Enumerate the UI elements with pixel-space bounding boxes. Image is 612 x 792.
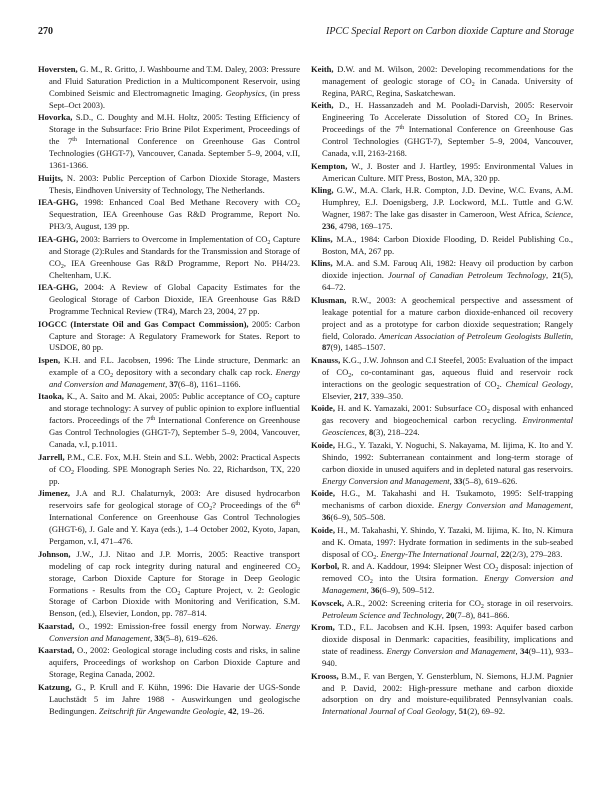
reference-text: , [515,646,521,657]
reference-entry [311,525,573,561]
reference-author: Knauss, [311,355,341,366]
reference-entry [38,621,300,645]
reference-text: M.A. and S.M. Farouq Ali, 1982: Heavy oil production by carbon dioxide injection. [322,258,573,281]
reference-text: T.D., F.L. Jacobsen and K.H. Ipsen, 1993: Aquifer based carbon dioxide disposal in Denmark: capacities, feasibility, implications and state of readiness. [322,622,573,657]
reference-text: disposal: injection of removed CO [322,561,573,584]
reference-text: Science [544,209,571,220]
reference-text: . [376,548,381,559]
reference-text: 1998: Enhanced Coal Bed Methane Recovery with CO [78,197,297,208]
references-right-column [311,64,573,719]
reference-text: Energy-The International Journal [380,548,497,559]
reference-text: th [295,501,300,508]
reference-text: 2 [495,567,499,574]
reference-entry [311,64,573,100]
reference-entry [311,488,573,524]
reference-text: 33 [453,475,463,486]
reference-text: , IEA Greenhouse Gas R&D Programme, Report No. PH4/23. Cheltenham, U.K. [49,257,300,280]
reference-text: K.H. and F.L. Jacobsen, 1996: The Linde structure, Denmark: an example of a CO [49,355,300,377]
reference-text: Geophysics [225,87,265,98]
reference-author: Jimenez, [38,488,71,499]
reference-text: International Conference on Greenhouse Gas Control Technologies (GHGT-6), J. Gale and Y. Kaya (eds.), 1–4 October 2002, Kyoto, Japan, Pergamon, v.I, 471–476. [49,512,300,547]
reference-text: O., 2002: Geological storage including costs and risks, in saline aquifers, Proceedings of workshop on Carbon Dioxide Capture and Storage, Regina Canada, 2002. [49,645,300,680]
reference-text: Energy Conversion and Management [322,475,450,486]
reference-author: Hovorka, [38,112,73,123]
reference-entry [38,234,300,282]
reference-entry [311,295,573,355]
reference-text: H., M. Takahashi, Y. Shindo, Y. Tazaki, M. Iijima, K. Ito, N. Kimura and K. Omata, 1997: Hydrate formation in sediments in the sub-seabed disposal of CO [322,524,573,559]
reference-text: O., 1992: Emission-free fossil energy from Norway. [74,620,276,631]
reference-text: 2003: Barriers to Overcome in Implementation of CO [78,233,268,244]
reference-entry [311,234,573,258]
reference-text: G.W., M.A. Clark, H.R. Compton, J.D. Devine, W.C. Evans, A.M. Humphrey, E.J. Doenigsberg, J.P. Lockword, M.L. Tuttle and G.W. Wagner, 1987: The lake gas disaster in Cameroon, West Africa, [322,185,573,220]
reference-entry [38,452,300,488]
reference-text: Energy and Conversion and Management [49,366,300,389]
reference-author: Kovscek, [311,597,344,608]
reference-entry [38,549,300,621]
reference-text: Capture Project, v. 2: Geologic Storage of Carbon Dioxide with Monitoring and Verification, S.M. Benson, (ed.), Elsevier, London, pp. 787–814. [49,584,300,619]
page-number: 270 [38,26,53,37]
reference-text: 2 [486,409,490,416]
reference-text: 2 [269,397,273,404]
reference-text: (9), 1485–1507. [330,342,386,353]
reference-text: 2 [369,579,373,586]
reference-entry [311,622,573,670]
reference-text: in Canada. University of Regina, PARC, Regina, Saskatchewan. [322,75,573,98]
reference-text: 2 [496,384,500,391]
reference-author: Kempton, [311,160,348,171]
running-title: IPCC Special Report on Carbon dioxide Capture and Storage [326,26,574,37]
reference-text: 34 [520,646,529,657]
reference-entry [38,112,300,172]
reference-author: Korbol, [311,561,340,572]
reference-author: Katzung, [38,681,72,692]
reference-author: IEA-GHG, [38,282,79,293]
reference-author: IOGCC (Interstate Oil and Gas Compact Commission), [38,318,249,329]
reference-text: Energy Conversion and Management [49,620,300,643]
page-header [38,26,574,40]
reference-text: 2 [480,603,484,610]
reference-entry [38,319,300,355]
reference-author: Krooss, [311,670,339,681]
reference-author: Huijts, [38,172,63,183]
reference-text: International Conference on Greenhouse Gas Control Technologies (GHGT-7), September 5–9, 2004, Vancouver, Canada, v.I, p.1011. [49,415,300,450]
reference-text: J.A and R.J. Chalaturnyk, 2003: Are disused hydrocarbon reservoirs safe for geological storage of CO [49,488,300,511]
reference-entry [38,197,300,233]
reference-text: 2 [60,263,64,270]
reference-text: 36 [322,512,331,523]
reference-entry [311,185,573,233]
reference-text: D.W. and M. Wilson, 2002: Developing recommendations for the management of geologic storage of CO [322,64,573,86]
reference-text: into the Utsira formation. [372,573,485,584]
reference-author: Keith, [311,64,334,74]
reference-text: American Association of Petroleum Geologists Bulletin [379,330,571,341]
reference-author: Itaoka, [38,391,64,402]
reference-text: 2 [348,372,352,379]
reference-text: , (in press Sept–Oct 2003). [49,87,300,110]
reference-text: S.D., C. Doughty and M.H. Holtz, 2005: Testing Efficiency of Storage in the Subsurface: Frio Brine Pilot Experiment, Proceedings of the 7 [49,112,300,147]
reference-text: K.G., J.W. Johnson and C.I Steefel, 2005: Evaluation of the impact of CO [322,355,573,377]
reference-entry [38,355,300,391]
reference-text: H. and K. Yamazaki, 2001: Subsurface CO [334,403,487,414]
reference-text: ? Proceedings of the 6 [212,500,296,511]
reference-author: Kaarstad, [38,620,75,631]
reference-text: (6–9), 509–512. [379,585,435,596]
reference-text: (3), 218–224. [373,427,420,438]
reference-entry [311,598,573,622]
reference-author: IEA-GHG, [38,233,79,244]
reference-author: IEA-GHG, [38,197,79,208]
reference-text: (5–8), 619–626. [162,632,218,643]
reference-text: (5), 64–72. [322,270,574,293]
reference-text: 36 [370,585,380,596]
reference-text: R. and A. Kaddour, 1994: Sleipner West CO [339,561,496,572]
reference-text: 2005: Carbon Capture and Storage: A Regulatory Framework for States. Report to USDOE, 80 pp. [49,318,301,353]
reference-text: disposal with enhanced gas recovery and biogeochemical carbon recycling. [322,403,574,426]
reference-text: 22 [500,548,510,559]
reference-text: 51 [458,706,468,717]
reference-entry [311,100,573,160]
reference-text: , [570,209,573,220]
reference-text: H.G., M. Takahashi and H. Tsukamoto, 1995: Self-trapping mechanisms of carbon dioxide. [322,488,573,511]
reference-text: Flooding. SPE Monograph Series No. 22, Richardson, TX, 220 pp. [49,463,300,486]
reference-text: Chemical Geology [505,378,571,389]
reference-text: , [364,427,369,438]
reference-text: 20 [445,609,455,620]
reference-entry [38,173,300,197]
reference-author: Hoversten, [38,64,78,74]
reference-text: 2 [373,554,377,561]
reference-text: th [399,125,405,132]
reference-text: , [570,500,573,511]
reference-text: th [150,416,156,423]
reference-entry [38,488,300,548]
reference-author: Ispen, [38,355,61,366]
reference-text: 8 [369,427,374,438]
reference-text: 42 [228,705,237,716]
reference-text: 2 [71,469,74,476]
reference-text: , 19–26. [236,705,265,716]
reference-text: (2/3), 279–283. [509,548,563,559]
reference-text: 217 [353,390,367,401]
reference-text: 2 [177,590,181,597]
reference-text: K., A. Saito and M. Akai, 2005: Public acceptance of CO [63,391,270,402]
reference-text: Petroleum Science and Technology [322,609,442,620]
reference-text: 2 [209,506,213,513]
reference-text: 21 [552,270,561,281]
reference-text: (7–8), 841–866. [454,609,510,620]
reference-text: depository with a secondary chalk cap rock. [113,366,276,377]
reference-text: G. M., R. Gritto, J. Washbourne and T.M. Daley, 2003: Pressure and Fluid Saturation Prediction in a Multicomponent Reservoir, using Combined Seismic and Electromagnetic Imaging. [49,64,300,98]
reference-text: (9–11), 933–940. [322,646,573,669]
reference-text: 2004: A Review of Global Capacity Estimates for the Geological Storage of Carbon Dioxide, IEA Greenhouse Gas R&D Programme Technical Review (TR4), March 23, 2004, 27 pp. [49,282,300,317]
reference-entry [311,403,573,439]
reference-entry [38,645,300,681]
reference-author: Koide, [311,439,335,450]
reference-text: 2 [267,239,271,246]
reference-author: Koide, [311,403,335,414]
reference-entry [38,391,300,451]
reference-text: (5–8), 619–626. [462,475,518,486]
reference-text: 2 [297,203,300,210]
reference-text: Sequestration, IEA Greenhouse Gas R&D Programme, Report No. PH3/3, August, 139 pp. [49,209,300,232]
reference-author: Jarrell, [38,451,65,462]
reference-author: Klins, [311,258,333,269]
reference-text: , 339–350. [366,390,404,401]
reference-entry [38,282,300,318]
reference-text: R.W., 2003: A geochemical perspective and assessment of leakage potential for a mature carbon dioxide-enhanced oil recovery project and as a prototype for carbon dioxide sequestration; Rangely field, Colorado. [322,294,573,341]
reference-text: (6–8), 1161–1166. [177,378,241,389]
reference-author: Klins, [311,233,333,244]
reference-text: , co-contaminant gas, aqueous fluid and reservoir rock interactions on the geologic sequestration of CO [322,366,573,389]
reference-entry [311,258,573,294]
reference-text: Capture and Storage (2):Rules and Standards for the Transmission and Storage of CO [49,233,300,268]
reference-text: th [72,137,77,144]
reference-author: Koide, [311,488,335,499]
reference-author: Klusman, [311,294,347,305]
reference-text: 87 [322,342,331,353]
reference-author: Johnson, [38,548,71,559]
reference-text: , [441,609,446,620]
reference-text: , Elsevier, [322,378,573,401]
reference-entry [311,671,573,719]
reference-text: (6–9), 505–508. [330,512,386,523]
reference-entry [38,682,300,718]
reference-text: , [570,330,573,341]
reference-text: storage, Carbon Dioxide Capture for Storage in Deep Geologic Formations - Results from the CO [49,572,300,595]
reference-text: 236 [322,221,335,232]
reference-text: Journal of Canadian Petroleum Technology [388,270,547,281]
reference-author: Kaarstad, [38,645,75,656]
reference-entry [311,161,573,185]
reference-text: Energy Conversion and Management [322,573,573,596]
reference-text: J.W., J.J. Nitao and J.P. Morris, 2005: Reactive transport modeling of cap rock integrity during natural and engineered CO [49,548,300,571]
reference-author: Krom, [311,622,335,633]
reference-text: 2 [297,566,300,573]
reference-text: , [449,475,454,486]
reference-text: Energy Conversion and Management [437,500,571,511]
reference-text: 2 [526,118,530,125]
reference-text: P.M., C.E. Fox, M.H. Stein and S.L. Webb, 2002: Practical Aspects of CO [49,451,300,474]
reference-entry [311,440,573,488]
reference-text: H.G., Y. Tazaki, Y. Noguchi, S. Nakayama, M. Iijima, K. Ito and Y. Shindo, 1992: Subterranean containment and long-term storage of carbon dioxide in unused aquifers and in depleted natural gas reservoirs. [322,439,573,474]
reference-text: , [150,632,155,643]
reference-text: 37 [169,378,178,389]
reference-text: D., H. Hassanzadeh and M. Pooladi-Darvish, 2005: Reservoir Engineering To Accelerate Dissolution of Stored CO [322,100,573,123]
reference-text: , 4798, 169–175. [334,221,393,232]
reference-text: International Conference on Greenhouse Gas Control Technologies (GHGT-7), September 5–9, 2004, Vancouver, Canada, v.II, 2163-2168. [322,124,573,159]
reference-text: Zeitschrift für Angewandte Geologie [98,705,224,716]
reference-text: W., J. Boster and J. Hartley, 1995: Environmental Values in American Culture. MIT Press, Boston, MA, 320 pp. [322,160,573,183]
reference-text: , [496,548,501,559]
reference-author: Kling, [311,185,334,196]
reference-text: , [165,378,170,389]
reference-text: storage in oil reservoirs. [483,597,574,608]
reference-text: 2 [471,81,475,88]
reference-text: , [454,706,459,717]
reference-text: , [223,705,229,716]
reference-text: . [499,378,506,389]
reference-entry [311,561,573,597]
reference-text: 2 [110,372,114,379]
reference-text: M.A., 1984: Carbon Dioxide Flooding, D. Reidel Publishing Co., Boston, MA, 267 pp. [322,233,573,256]
reference-text: A.R., 2002: Screening criteria for CO [344,597,481,608]
reference-text: , [546,270,553,281]
reference-author: Keith, [311,100,334,111]
reference-text: Environmental Geosciences [322,415,573,438]
reference-entry [311,355,573,403]
reference-text: capture and storage technology: A survey of public opinion to explore influential factors. Proceedings of the 7 [49,391,300,426]
reference-text: International Journal of Coal Geology [322,706,455,717]
reference-text: 33 [154,632,163,643]
reference-text: International Conference on Greenhouse Gas Control Technologies (GHGT-7), Vancouver, Canada. September 5–9, 2004, v.II, 1361-1366. [49,136,300,171]
references-left-column [38,64,300,718]
reference-text: In Brines. Proceedings of the 7 [322,112,573,135]
reference-text: N. 2003: Public Perception of Carbon Dioxide Storage, Masters Thesis, Eindhoven University of Technology, The Netherlands. [49,172,300,195]
reference-entry [38,64,300,112]
reference-text: , [366,585,371,596]
reference-text: G., P. Krull and F. Kühn, 1996: Die Havarie der UGS-Sonde Lauchstädt 5 im Jahre 1988 - Auswirkungen und geologische Bedingungen. [49,681,300,716]
reference-author: Koide, [311,524,335,535]
reference-text: (2), 69–92. [467,706,506,717]
reference-text: Energy Conversion and Management [386,646,516,657]
reference-text: B.M., F. van Bergen, Y. Gensterblum, N. Siemons, H.J.M. Pagnier and P. David, 2002: High-pressure methane and carbon dioxide adsorption on dry and moisture-equilibrated Pennsylvanian coals. [322,670,573,705]
